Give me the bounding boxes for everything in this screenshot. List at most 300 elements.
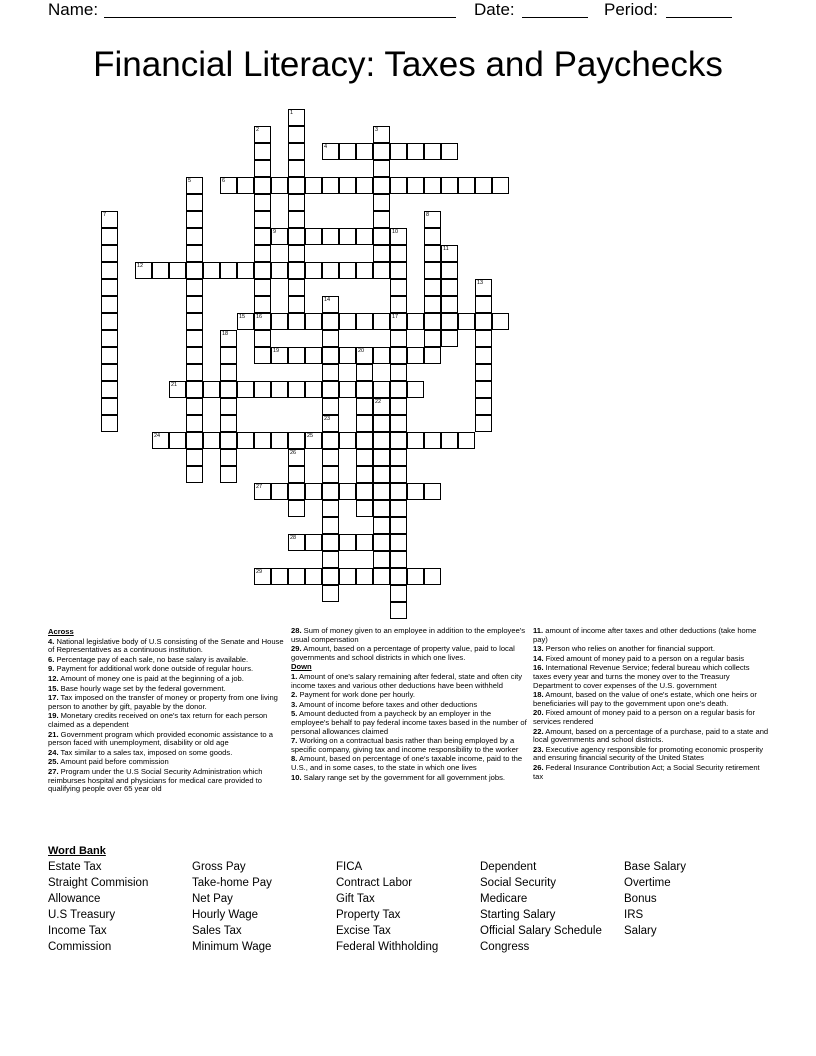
grid-cell[interactable]: [424, 177, 441, 194]
word-bank-entry: Salary: [624, 925, 657, 937]
clue-number: 6: [222, 178, 226, 184]
grid-cell[interactable]: [373, 177, 390, 194]
grid-cell[interactable]: [305, 381, 322, 398]
clue-number: 9: [273, 229, 277, 235]
grid-cell[interactable]: [390, 602, 407, 619]
grid-cell[interactable]: [339, 381, 356, 398]
grid-cell[interactable]: [288, 109, 305, 126]
grid-cell[interactable]: [169, 381, 186, 398]
grid-cell[interactable]: [203, 432, 220, 449]
clue-text: Amount of money one is paid at the beginning of a job.: [58, 673, 244, 683]
grid-cell[interactable]: [424, 245, 441, 262]
grid-cell[interactable]: [475, 381, 492, 398]
grid-cell[interactable]: [407, 313, 424, 330]
grid-cell[interactable]: [339, 228, 356, 245]
grid-cell[interactable]: [322, 364, 339, 381]
grid-cell[interactable]: [186, 364, 203, 381]
grid-cell[interactable]: [390, 245, 407, 262]
grid-cell[interactable]: [356, 177, 373, 194]
grid-cell[interactable]: [339, 262, 356, 279]
grid-cell[interactable]: [186, 194, 203, 211]
grid-cell[interactable]: [373, 534, 390, 551]
grid-cell[interactable]: [322, 449, 339, 466]
grid-cell[interactable]: [288, 143, 305, 160]
grid-cell[interactable]: [288, 347, 305, 364]
grid-cell[interactable]: [288, 126, 305, 143]
grid-cell[interactable]: [271, 313, 288, 330]
grid-cell[interactable]: [288, 245, 305, 262]
grid-cell[interactable]: [322, 534, 339, 551]
clue-number: 29: [256, 569, 263, 575]
grid-cell[interactable]: [101, 245, 118, 262]
grid-cell[interactable]: [186, 262, 203, 279]
grid-cell[interactable]: [101, 211, 118, 228]
grid-cell[interactable]: [424, 211, 441, 228]
grid-cell[interactable]: [339, 483, 356, 500]
grid-cell[interactable]: [186, 449, 203, 466]
grid-cell[interactable]: [322, 585, 339, 602]
grid-cell[interactable]: [356, 432, 373, 449]
grid-cell[interactable]: [220, 262, 237, 279]
clue-number-label: 7.: [291, 736, 298, 746]
grid-cell[interactable]: [356, 313, 373, 330]
grid-cell[interactable]: [441, 262, 458, 279]
grid-cell[interactable]: [424, 262, 441, 279]
grid-cell[interactable]: [186, 279, 203, 296]
grid-cell[interactable]: [271, 432, 288, 449]
grid-cell[interactable]: [271, 177, 288, 194]
grid-cell[interactable]: [288, 568, 305, 585]
grid-cell[interactable]: [390, 568, 407, 585]
grid-cell[interactable]: [373, 449, 390, 466]
clue-item: [291, 627, 527, 644]
grid-cell[interactable]: [424, 568, 441, 585]
grid-cell[interactable]: [322, 313, 339, 330]
grid-cell[interactable]: [322, 330, 339, 347]
grid-cell[interactable]: [254, 126, 271, 143]
grid-cell[interactable]: [220, 364, 237, 381]
clue-number-label: 25.: [48, 757, 59, 767]
grid-cell[interactable]: [356, 228, 373, 245]
grid-cell[interactable]: [322, 347, 339, 364]
grid-cell[interactable]: [373, 483, 390, 500]
grid-cell[interactable]: [220, 398, 237, 415]
grid-cell[interactable]: [288, 177, 305, 194]
grid-cell[interactable]: [186, 177, 203, 194]
grid-cell[interactable]: [322, 177, 339, 194]
clue-number-label: 9.: [48, 664, 55, 674]
grid-cell[interactable]: [305, 568, 322, 585]
clue-number: 10: [392, 229, 399, 235]
grid-cell[interactable]: [288, 483, 305, 500]
grid-cell[interactable]: [288, 381, 305, 398]
grid-cell[interactable]: [356, 534, 373, 551]
grid-cell[interactable]: [254, 381, 271, 398]
grid-cell[interactable]: [322, 517, 339, 534]
grid-cell[interactable]: [203, 381, 220, 398]
grid-cell[interactable]: [254, 194, 271, 211]
grid-cell[interactable]: [288, 262, 305, 279]
clue-text: Program under the U.S Social Security Administration which reimburses hospital and physicians for medical care provided to qualifying people over 65 year old: [48, 766, 263, 794]
grid-cell[interactable]: [152, 262, 169, 279]
grid-cell[interactable]: [373, 194, 390, 211]
word-bank-entry: Hourly Wage: [192, 909, 259, 921]
grid-cell[interactable]: [356, 415, 373, 432]
grid-cell[interactable]: [271, 483, 288, 500]
grid-cell[interactable]: [373, 160, 390, 177]
grid-cell[interactable]: [305, 483, 322, 500]
clue-text: National legislative body of U.S consisting of the Senate and House of Representatives as a continuous institution.: [48, 636, 284, 655]
grid-cell[interactable]: [237, 381, 254, 398]
grid-cell[interactable]: [322, 262, 339, 279]
grid-cell[interactable]: [237, 432, 254, 449]
grid-cell[interactable]: [186, 296, 203, 313]
grid-cell[interactable]: [407, 483, 424, 500]
grid-cell[interactable]: [186, 347, 203, 364]
grid-cell[interactable]: [305, 228, 322, 245]
grid-cell[interactable]: [424, 330, 441, 347]
grid-cell[interactable]: [254, 262, 271, 279]
grid-cell[interactable]: [203, 262, 220, 279]
grid-cell[interactable]: [356, 262, 373, 279]
grid-cell[interactable]: [475, 364, 492, 381]
grid-cell[interactable]: [237, 177, 254, 194]
grid-cell[interactable]: [288, 279, 305, 296]
clue-number: 14: [324, 297, 331, 303]
grid-cell[interactable]: [322, 143, 339, 160]
grid-cell[interactable]: [390, 228, 407, 245]
grid-cell[interactable]: [475, 347, 492, 364]
grid-cell[interactable]: [424, 296, 441, 313]
grid-cell[interactable]: [339, 534, 356, 551]
grid-cell[interactable]: [356, 483, 373, 500]
clue-item: [291, 774, 527, 783]
grid-cell[interactable]: [186, 398, 203, 415]
grid-cell[interactable]: [322, 551, 339, 568]
grid-cell[interactable]: [271, 262, 288, 279]
grid-cell[interactable]: [186, 313, 203, 330]
grid-cell[interactable]: [322, 466, 339, 483]
grid-cell[interactable]: [254, 279, 271, 296]
grid-cell[interactable]: [441, 245, 458, 262]
grid-cell[interactable]: [186, 245, 203, 262]
grid-cell[interactable]: [254, 296, 271, 313]
grid-cell[interactable]: [373, 143, 390, 160]
grid-cell[interactable]: [288, 160, 305, 177]
grid-cell[interactable]: [390, 296, 407, 313]
clue-text: Amount of income before taxes and other deductions: [297, 699, 478, 709]
grid-cell[interactable]: [390, 313, 407, 330]
grid-cell[interactable]: [322, 228, 339, 245]
grid-cell[interactable]: [390, 415, 407, 432]
grid-cell[interactable]: [101, 381, 118, 398]
clue-number-label: 22.: [533, 726, 544, 736]
grid-cell[interactable]: [288, 432, 305, 449]
grid-cell[interactable]: [424, 228, 441, 245]
grid-cell[interactable]: [186, 228, 203, 245]
grid-cell[interactable]: [288, 296, 305, 313]
grid-cell[interactable]: [390, 143, 407, 160]
clue-item: [533, 627, 769, 644]
grid-cell[interactable]: [271, 347, 288, 364]
grid-cell[interactable]: [322, 296, 339, 313]
grid-cell[interactable]: [254, 160, 271, 177]
grid-cell[interactable]: [305, 534, 322, 551]
grid-cell[interactable]: [356, 364, 373, 381]
grid-cell[interactable]: [356, 347, 373, 364]
grid-cell[interactable]: [390, 449, 407, 466]
grid-cell[interactable]: [390, 466, 407, 483]
grid-cell[interactable]: [101, 364, 118, 381]
grid-cell[interactable]: [475, 177, 492, 194]
grid-cell[interactable]: [339, 432, 356, 449]
grid-cell[interactable]: [424, 313, 441, 330]
grid-cell[interactable]: [288, 194, 305, 211]
grid-cell[interactable]: [271, 228, 288, 245]
word-bank-entry: Bonus: [624, 893, 657, 905]
grid-cell[interactable]: [220, 347, 237, 364]
grid-cell[interactable]: [356, 500, 373, 517]
grid-cell[interactable]: [254, 211, 271, 228]
grid-cell[interactable]: [271, 568, 288, 585]
clue-item: [533, 664, 769, 690]
grid-cell[interactable]: [254, 143, 271, 160]
grid-cell[interactable]: [390, 177, 407, 194]
clue-section-heading: Across: [48, 627, 74, 636]
grid-cell[interactable]: [101, 347, 118, 364]
grid-cell[interactable]: [373, 517, 390, 534]
clue-text: Tax imposed on the transfer of money or property from one living person to another by gift, payable by the donor.: [48, 693, 278, 711]
grid-cell[interactable]: [101, 279, 118, 296]
grid-cell[interactable]: [492, 313, 509, 330]
grid-cell[interactable]: [356, 568, 373, 585]
grid-cell[interactable]: [407, 381, 424, 398]
grid-cell[interactable]: [186, 211, 203, 228]
clue-text: Sum of money given to an employee in addition to the employee's usual compensation: [291, 626, 526, 644]
grid-cell[interactable]: [254, 347, 271, 364]
word-bank-entry: FICA: [336, 861, 363, 873]
grid-cell[interactable]: [407, 347, 424, 364]
grid-cell[interactable]: [271, 381, 288, 398]
grid-cell[interactable]: [305, 313, 322, 330]
grid-cell[interactable]: [424, 143, 441, 160]
grid-cell[interactable]: [339, 143, 356, 160]
grid-cell[interactable]: [356, 381, 373, 398]
grid-cell[interactable]: [373, 415, 390, 432]
clue-number: 5: [188, 178, 192, 184]
grid-cell[interactable]: [373, 551, 390, 568]
grid-cell[interactable]: [373, 313, 390, 330]
grid-cell[interactable]: [186, 330, 203, 347]
grid-cell[interactable]: [458, 313, 475, 330]
grid-cell[interactable]: [373, 466, 390, 483]
grid-cell[interactable]: [288, 313, 305, 330]
grid-cell[interactable]: [288, 211, 305, 228]
grid-cell[interactable]: [373, 381, 390, 398]
grid-cell[interactable]: [441, 313, 458, 330]
grid-cell[interactable]: [254, 568, 271, 585]
grid-cell[interactable]: [407, 568, 424, 585]
word-bank-entry: Dependent: [480, 861, 537, 873]
grid-cell[interactable]: [373, 245, 390, 262]
grid-cell[interactable]: [220, 432, 237, 449]
grid-cell[interactable]: [475, 313, 492, 330]
grid-cell[interactable]: [339, 568, 356, 585]
grid-cell[interactable]: [441, 143, 458, 160]
grid-cell[interactable]: [322, 432, 339, 449]
grid-cell[interactable]: [288, 228, 305, 245]
grid-cell[interactable]: [186, 466, 203, 483]
grid-cell[interactable]: [390, 381, 407, 398]
grid-cell[interactable]: [322, 381, 339, 398]
grid-cell[interactable]: [390, 517, 407, 534]
grid-cell[interactable]: [288, 534, 305, 551]
clue-number-label: 27.: [48, 766, 59, 776]
grid-cell[interactable]: [254, 245, 271, 262]
clue-number-label: 4.: [48, 636, 55, 646]
grid-cell[interactable]: [305, 262, 322, 279]
grid-cell[interactable]: [322, 415, 339, 432]
grid-cell[interactable]: [373, 568, 390, 585]
grid-cell[interactable]: [101, 313, 118, 330]
grid-cell[interactable]: [169, 432, 186, 449]
grid-cell[interactable]: [373, 347, 390, 364]
grid-cell[interactable]: [288, 466, 305, 483]
grid-cell[interactable]: [356, 143, 373, 160]
grid-cell[interactable]: [254, 483, 271, 500]
grid-cell[interactable]: [305, 177, 322, 194]
grid-cell[interactable]: [288, 500, 305, 517]
grid-cell[interactable]: [356, 398, 373, 415]
grid-cell[interactable]: [305, 347, 322, 364]
clue-item: [48, 768, 285, 794]
grid-cell[interactable]: [254, 177, 271, 194]
grid-cell[interactable]: [390, 585, 407, 602]
grid-cell[interactable]: [322, 398, 339, 415]
grid-cell[interactable]: [101, 330, 118, 347]
grid-cell[interactable]: [373, 228, 390, 245]
grid-cell[interactable]: [220, 330, 237, 347]
clue-number: 21: [171, 382, 178, 388]
grid-cell[interactable]: [390, 398, 407, 415]
grid-cell[interactable]: [492, 177, 509, 194]
grid-cell[interactable]: [186, 415, 203, 432]
grid-cell[interactable]: [373, 500, 390, 517]
grid-cell[interactable]: [390, 432, 407, 449]
word-bank-entry: Commission: [48, 941, 112, 953]
grid-cell[interactable]: [356, 466, 373, 483]
grid-cell[interactable]: [237, 262, 254, 279]
grid-cell[interactable]: [305, 432, 322, 449]
grid-cell[interactable]: [390, 279, 407, 296]
grid-cell[interactable]: [186, 432, 203, 449]
grid-cell[interactable]: [441, 432, 458, 449]
clue-text: Tax similar to a sales tax, imposed on some goods.: [58, 747, 233, 757]
grid-cell[interactable]: [169, 262, 186, 279]
grid-cell[interactable]: [254, 313, 271, 330]
grid-cell[interactable]: [254, 432, 271, 449]
grid-cell[interactable]: [390, 262, 407, 279]
grid-cell[interactable]: [390, 347, 407, 364]
grid-cell[interactable]: [322, 483, 339, 500]
grid-cell[interactable]: [101, 296, 118, 313]
grid-cell[interactable]: [322, 568, 339, 585]
grid-cell[interactable]: [356, 449, 373, 466]
grid-cell[interactable]: [373, 398, 390, 415]
grid-cell[interactable]: [424, 347, 441, 364]
grid-cell[interactable]: [220, 449, 237, 466]
grid-cell[interactable]: [373, 262, 390, 279]
grid-cell[interactable]: [407, 177, 424, 194]
grid-cell[interactable]: [322, 500, 339, 517]
grid-cell[interactable]: [220, 466, 237, 483]
clue-number-label: 15.: [48, 683, 59, 693]
grid-cell[interactable]: [475, 279, 492, 296]
clue-number-label: 24.: [48, 747, 59, 757]
grid-cell[interactable]: [458, 177, 475, 194]
clue-item: [533, 709, 769, 726]
grid-cell[interactable]: [101, 398, 118, 415]
clue-number: 24: [154, 433, 161, 439]
grid-cell[interactable]: [441, 296, 458, 313]
clue-item: [533, 728, 769, 745]
grid-cell[interactable]: [407, 143, 424, 160]
grid-cell[interactable]: [424, 279, 441, 296]
grid-cell[interactable]: [373, 432, 390, 449]
grid-cell[interactable]: [220, 415, 237, 432]
grid-cell[interactable]: [390, 483, 407, 500]
grid-cell[interactable]: [152, 432, 169, 449]
grid-cell[interactable]: [390, 500, 407, 517]
grid-cell[interactable]: [101, 262, 118, 279]
grid-cell[interactable]: [407, 432, 424, 449]
grid-cell[interactable]: [475, 330, 492, 347]
grid-cell[interactable]: [441, 177, 458, 194]
grid-cell[interactable]: [424, 432, 441, 449]
grid-cell[interactable]: [101, 415, 118, 432]
grid-cell[interactable]: [441, 279, 458, 296]
clue-number: 25: [307, 433, 314, 439]
grid-cell[interactable]: [475, 415, 492, 432]
clue-text: Amount, based on the value of one's estate, which one heirs or beneficiaries will pay to the government upon one's death.: [533, 690, 757, 708]
grid-cell[interactable]: [101, 228, 118, 245]
grid-cell[interactable]: [339, 347, 356, 364]
grid-cell[interactable]: [254, 330, 271, 347]
grid-cell[interactable]: [373, 126, 390, 143]
grid-cell[interactable]: [288, 449, 305, 466]
grid-cell[interactable]: [186, 381, 203, 398]
grid-cell[interactable]: [220, 177, 237, 194]
grid-cell[interactable]: [390, 534, 407, 551]
word-bank-entry: Social Security: [480, 877, 557, 889]
grid-cell[interactable]: [458, 432, 475, 449]
grid-cell[interactable]: [390, 551, 407, 568]
grid-cell[interactable]: [254, 228, 271, 245]
grid-cell[interactable]: [237, 313, 254, 330]
grid-cell[interactable]: [220, 381, 237, 398]
grid-cell[interactable]: [339, 313, 356, 330]
grid-cell[interactable]: [373, 211, 390, 228]
period-label: Period:: [604, 0, 658, 19]
grid-cell[interactable]: [475, 296, 492, 313]
grid-cell[interactable]: [339, 177, 356, 194]
grid-cell[interactable]: [390, 330, 407, 347]
grid-cell[interactable]: [390, 364, 407, 381]
grid-cell[interactable]: [424, 483, 441, 500]
grid-cell[interactable]: [441, 330, 458, 347]
grid-cell[interactable]: [135, 262, 152, 279]
grid-cell[interactable]: [475, 398, 492, 415]
